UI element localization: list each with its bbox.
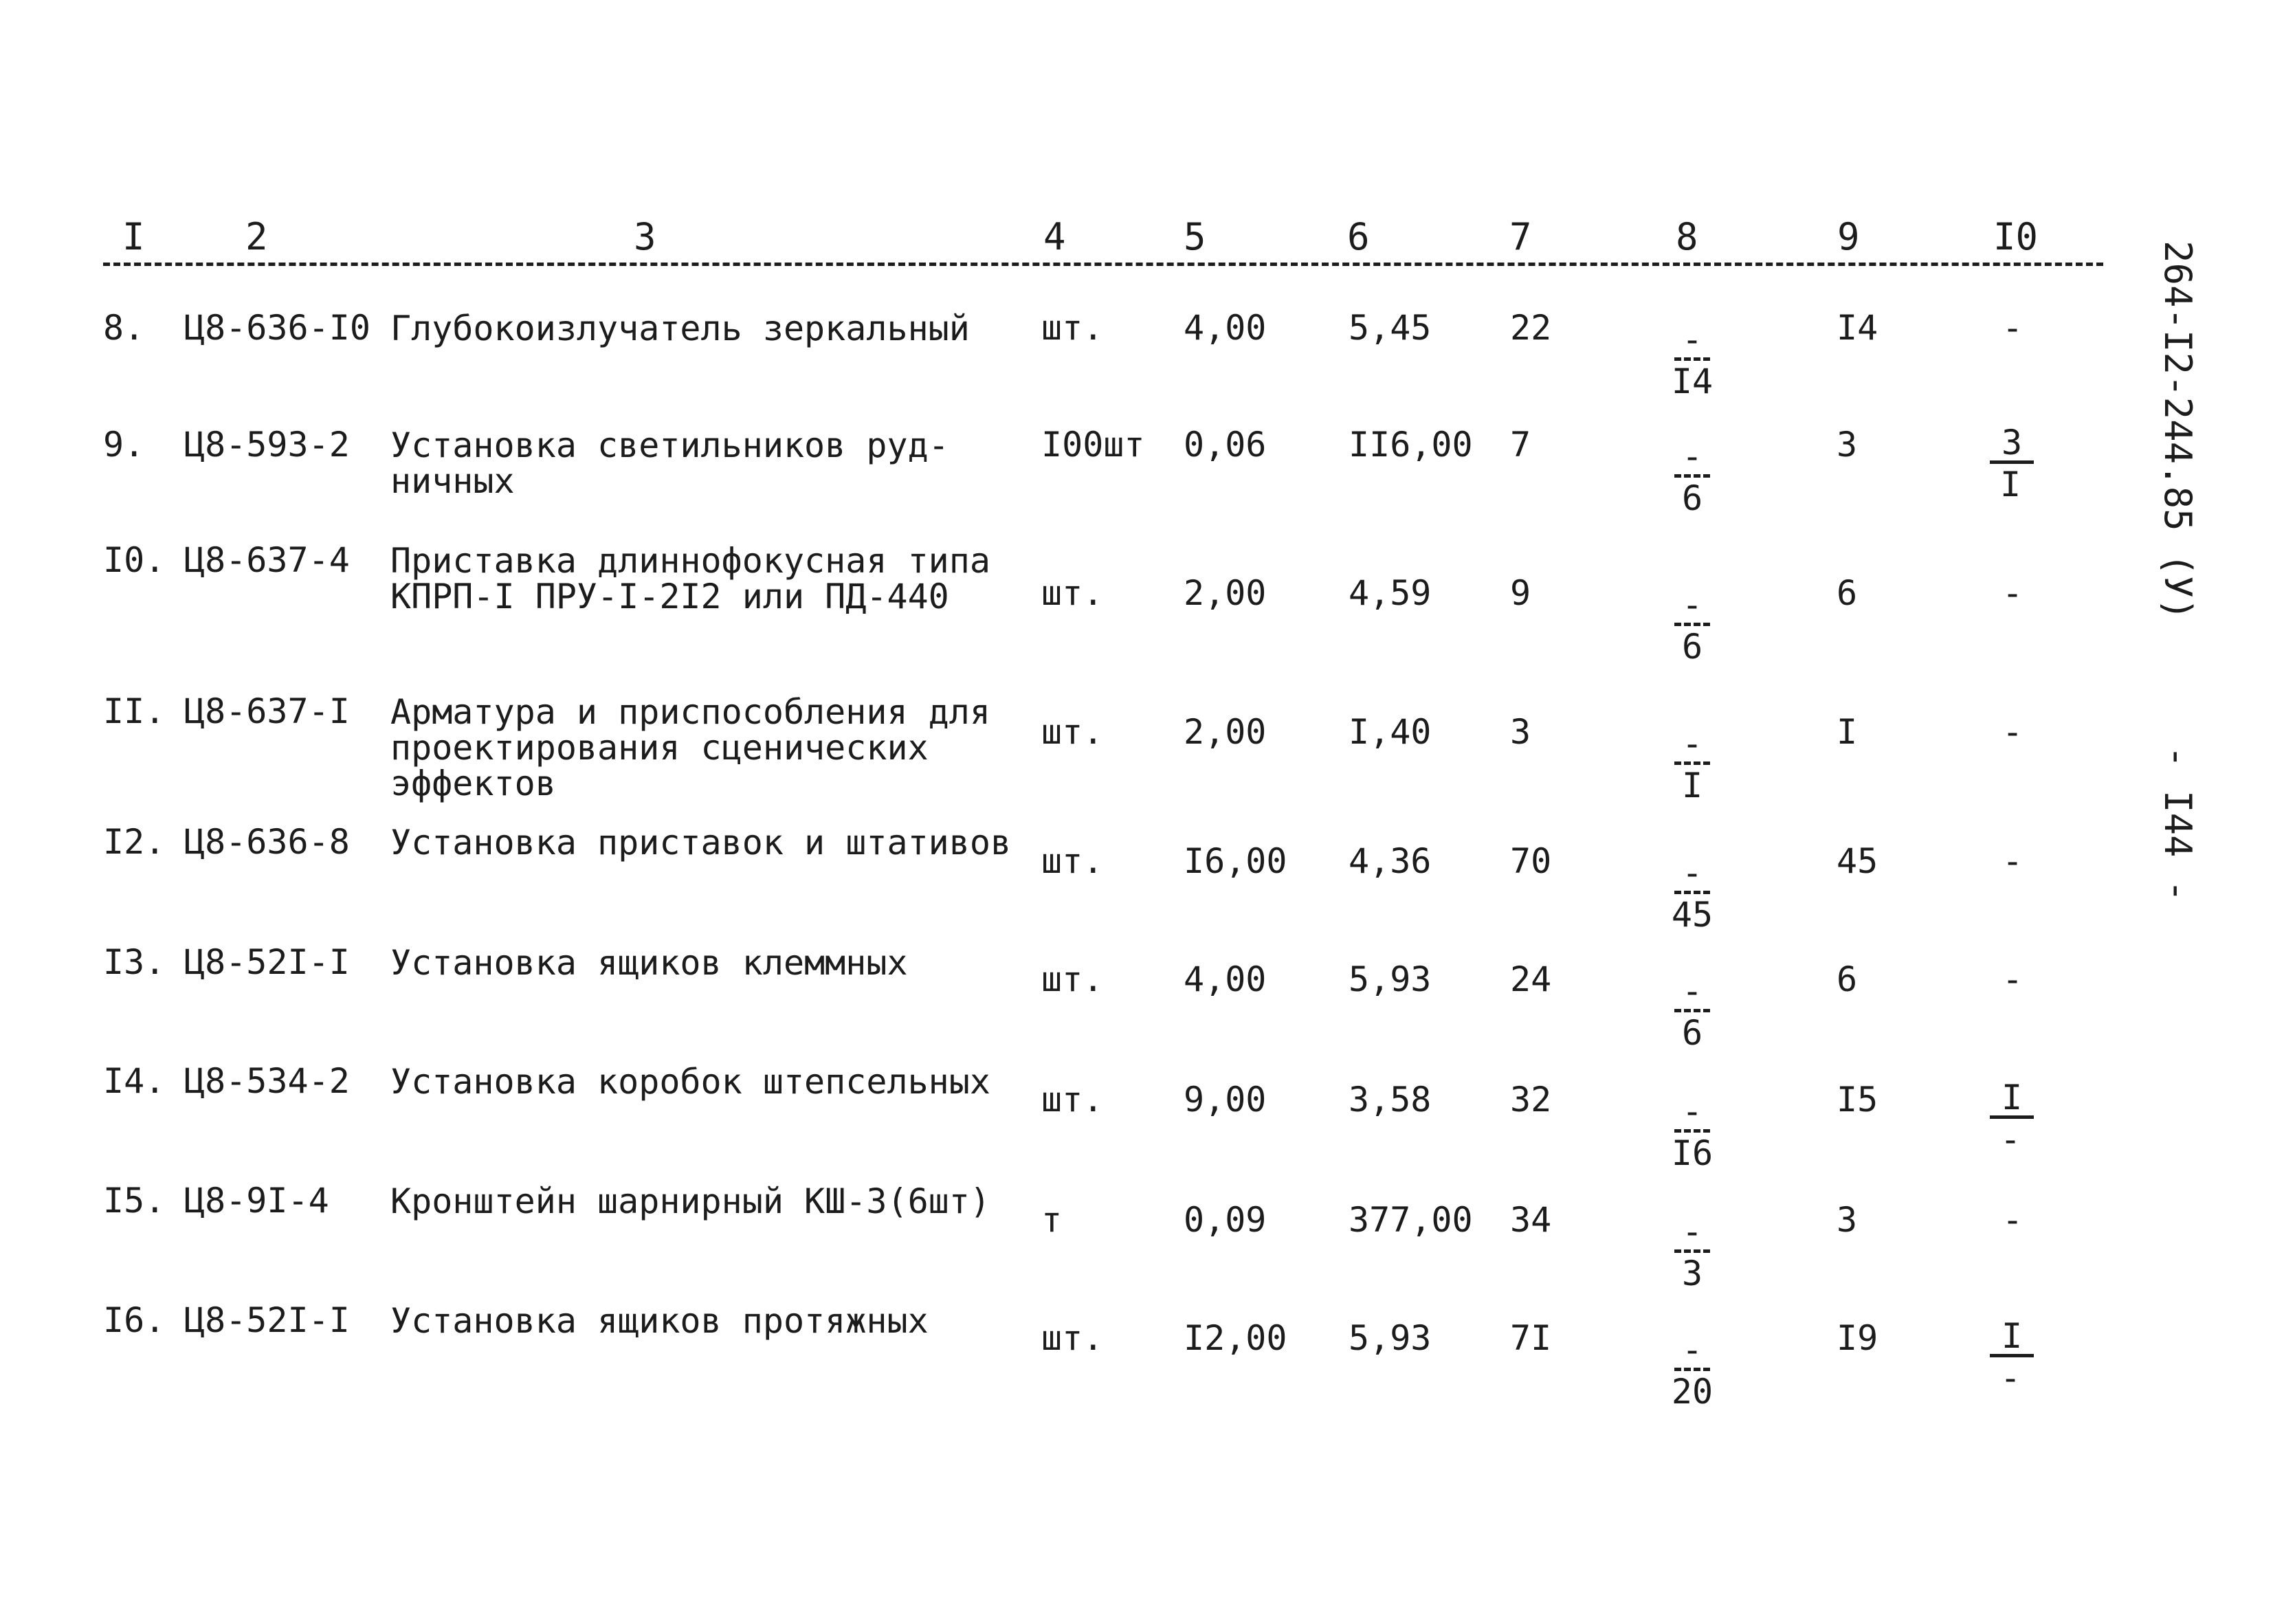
unit: шт. [1041, 712, 1104, 752]
column-8-top: - [1674, 855, 1710, 894]
quantity: I2,00 [1184, 1318, 1287, 1358]
column-8-top: - [1674, 1214, 1710, 1253]
quantity: 0,09 [1184, 1200, 1267, 1240]
column-header-4: 4 [1043, 215, 1066, 258]
work-name [390, 1183, 990, 1219]
unit: шт. [1041, 573, 1104, 613]
row-number: I0. [103, 540, 166, 580]
column-8-top: - [1674, 726, 1710, 765]
column-8-bottom: 3 [1681, 1254, 1703, 1293]
norm-code: Ц8-637-4 [184, 540, 350, 580]
column-header-8: 8 [1676, 215, 1698, 258]
work-name-line: Установка приставок и штативов [390, 823, 1012, 863]
column-10-fraction [1983, 1318, 2038, 1396]
column-8-fraction [1665, 1214, 1720, 1291]
column-header-6: 6 [1347, 215, 1370, 258]
row-number: I2. [103, 822, 166, 862]
unit-price: 4,59 [1349, 573, 1432, 613]
work-name [390, 694, 990, 801]
work-name-line: ничных [390, 461, 515, 501]
column-7-value: 32 [1510, 1080, 1552, 1120]
unit-price: II6,00 [1349, 425, 1473, 465]
work-name [390, 945, 908, 981]
column-8-fraction [1665, 1332, 1720, 1410]
row-number: I5. [103, 1181, 166, 1221]
column-9-value: 6 [1837, 959, 1858, 999]
column-10-fraction [1983, 425, 2038, 502]
norm-code: Ц8-637-I [184, 691, 350, 731]
work-name-line: Арматура и приспособления для [390, 692, 990, 732]
column-9-value: 3 [1837, 1200, 1858, 1240]
column-9-value: 45 [1837, 841, 1878, 881]
unit-price: 4,36 [1349, 841, 1432, 881]
column-8-top: - [1674, 1093, 1710, 1133]
row-number: 8. [103, 308, 145, 348]
unit: I00шт [1041, 425, 1145, 465]
norm-code: Ц8-52I-I [184, 1300, 350, 1340]
quantity: 2,00 [1184, 573, 1267, 613]
quantity: 4,00 [1184, 308, 1267, 348]
unit: шт. [1041, 1318, 1104, 1358]
work-name [390, 1064, 990, 1100]
column-10-value: - [2002, 959, 2023, 999]
row-number: I4. [103, 1061, 166, 1101]
unit: шт. [1041, 959, 1104, 999]
work-name-line: Установка коробок штепсельных [390, 1062, 990, 1102]
norm-code: Ц8-636-I0 [184, 308, 370, 348]
column-10-value: - [2002, 573, 2023, 613]
column-10-top: I [1990, 1318, 2034, 1357]
column-8-bottom: 6 [1681, 478, 1703, 518]
column-10-value: - [2002, 1200, 2023, 1240]
unit: шт. [1041, 841, 1104, 881]
work-name [390, 311, 970, 346]
column-10-fraction [1983, 1080, 2038, 1157]
quantity: 9,00 [1184, 1080, 1267, 1120]
column-header-5: 5 [1184, 215, 1206, 258]
column-header-1: I [122, 215, 145, 258]
column-header-2: 2 [245, 215, 268, 258]
column-8-top: - [1674, 587, 1710, 626]
column-9-value: I5 [1837, 1080, 1878, 1120]
column-10-value: - [2002, 841, 2023, 881]
work-name-line: эффектов [390, 764, 556, 803]
work-name [390, 427, 949, 499]
column-7-value: 22 [1510, 308, 1552, 348]
row-number: I6. [103, 1300, 166, 1340]
work-name-line: КПРП-I ПРУ-I-2I2 или ПД-440 [390, 577, 949, 616]
quantity: 4,00 [1184, 959, 1267, 999]
column-header-9: 9 [1837, 215, 1860, 258]
column-7-value: 7I [1510, 1318, 1552, 1358]
column-8-fraction [1665, 973, 1720, 1051]
row-number: II. [103, 691, 166, 731]
column-10-bottom: I [1999, 465, 2021, 504]
column-9-value: I4 [1837, 308, 1878, 348]
column-9-value: 6 [1837, 573, 1858, 613]
unit-price: 377,00 [1349, 1200, 1473, 1240]
column-9-value: 3 [1837, 425, 1858, 465]
column-7-value: 34 [1510, 1200, 1552, 1240]
row-number: 9. [103, 425, 145, 465]
column-8-bottom: I6 [1671, 1133, 1714, 1173]
work-name-line: Установка светильников руд- [390, 425, 949, 465]
column-8-top: - [1674, 1332, 1710, 1371]
column-8-bottom: 6 [1681, 1013, 1703, 1053]
column-9-value: I9 [1837, 1318, 1878, 1358]
column-header-10: I0 [1993, 215, 2039, 258]
column-8-fraction [1665, 322, 1720, 399]
column-10-top: 3 [1990, 425, 2034, 464]
work-name-line: Кронштейн шарнирный КШ-3(6шт) [390, 1181, 990, 1221]
column-header-7: 7 [1509, 215, 1532, 258]
column-8-bottom: I [1681, 766, 1703, 805]
unit-price: I,40 [1349, 712, 1432, 752]
norm-code: Ц8-52I-I [184, 942, 350, 982]
column-header-3: 3 [634, 215, 656, 258]
header-divider [103, 263, 2103, 266]
quantity: I6,00 [1184, 841, 1287, 881]
column-8-top: - [1674, 438, 1710, 478]
column-8-fraction [1665, 1093, 1720, 1171]
unit-price: 5,93 [1349, 1318, 1432, 1358]
column-10-bottom: - [1999, 1358, 2021, 1398]
column-7-value: 7 [1510, 425, 1531, 465]
column-8-fraction [1665, 726, 1720, 803]
unit-price: 5,93 [1349, 959, 1432, 999]
column-8-top: - [1674, 973, 1710, 1012]
quantity: 2,00 [1184, 712, 1267, 752]
unit: т [1041, 1200, 1063, 1240]
work-name-line: проектирования сценических [390, 728, 929, 768]
unit: шт. [1041, 1080, 1104, 1120]
column-7-value: 9 [1510, 573, 1531, 613]
work-name [390, 1303, 929, 1339]
norm-code: Ц8-593-2 [184, 425, 350, 465]
work-name-line: Установка ящиков протяжных [390, 1301, 929, 1341]
row-number: I3. [103, 942, 166, 982]
column-9-value: I [1837, 712, 1858, 752]
unit-price: 3,58 [1349, 1080, 1432, 1120]
unit-price: 5,45 [1349, 308, 1432, 348]
norm-code: Ц8-9I-4 [184, 1181, 329, 1221]
column-8-bottom: 6 [1681, 627, 1703, 667]
column-7-value: 24 [1510, 959, 1552, 999]
work-name [390, 543, 990, 614]
quantity: 0,06 [1184, 425, 1267, 465]
column-7-value: 70 [1510, 841, 1552, 881]
norm-code: Ц8-534-2 [184, 1061, 350, 1101]
column-10-top: I [1990, 1080, 2034, 1119]
norm-code: Ц8-636-8 [184, 822, 350, 862]
work-name-line: Глубокоизлучатель зеркальный [390, 309, 970, 348]
work-name-line: Установка ящиков клеммных [390, 943, 908, 983]
column-8-bottom: 45 [1671, 895, 1714, 935]
column-8-fraction [1665, 438, 1720, 516]
column-10-value: - [2002, 308, 2023, 348]
column-7-value: 3 [1510, 712, 1531, 752]
work-name-line: Приставка длиннофокусная типа [390, 541, 990, 581]
column-8-fraction [1665, 855, 1720, 933]
column-10-bottom: - [1999, 1120, 2021, 1159]
column-8-bottom: 20 [1671, 1372, 1714, 1412]
column-10-value: - [2002, 712, 2023, 752]
page-number: - I44 - [2156, 746, 2199, 902]
column-8-top: - [1674, 322, 1710, 361]
work-name [390, 823, 1012, 863]
column-8-fraction [1665, 587, 1720, 665]
unit: шт. [1041, 308, 1104, 348]
document-code: 264-I2-244.85 (У) [2156, 241, 2199, 621]
column-8-bottom: I4 [1671, 361, 1714, 401]
